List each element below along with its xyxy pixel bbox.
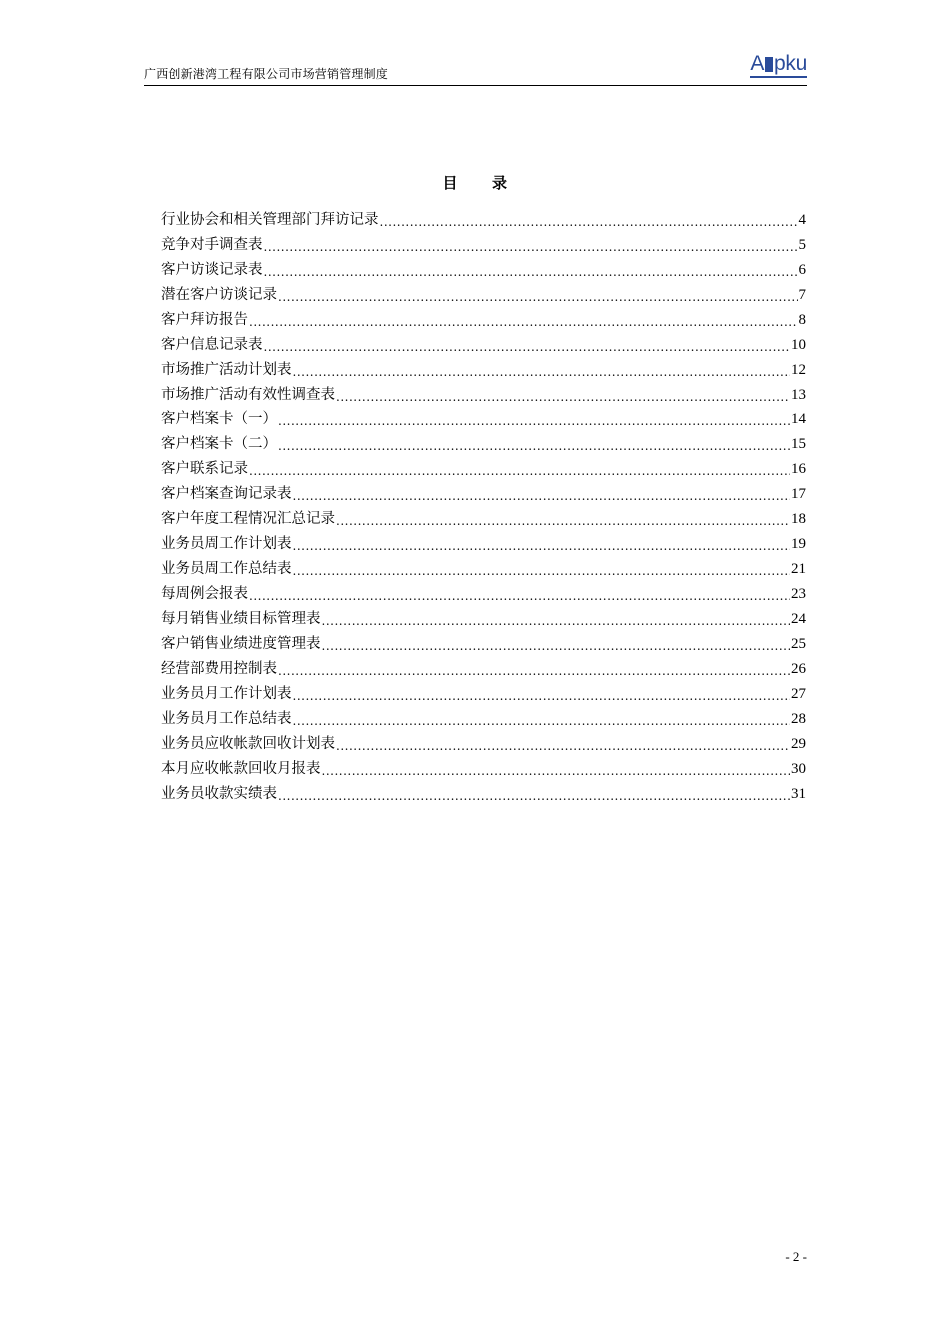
toc-entry-page: 10 (791, 336, 806, 353)
toc-entry-page: 6 (798, 261, 806, 278)
toc-entry-label: 客户信息记录表 (161, 336, 263, 353)
header-title: 广西创新港湾工程有限公司市场营销管理制度 (144, 67, 389, 81)
company-logo (750, 52, 807, 76)
toc-entry[interactable] (161, 653, 806, 678)
logo-bar-icon (765, 57, 773, 72)
toc-leader-dots (249, 460, 790, 478)
toc-leader-dots (293, 361, 791, 379)
toc-entry-label: 每月销售业绩目标管理表 (161, 610, 321, 627)
toc-entry[interactable] (161, 778, 806, 803)
toc-entry-page: 27 (791, 685, 806, 702)
toc-leader-dots (322, 610, 791, 628)
toc-entry-page: 29 (791, 735, 806, 752)
logo-underline (750, 76, 807, 78)
toc-entry-page: 30 (791, 760, 806, 777)
toc-leader-dots (336, 386, 790, 404)
page-header (144, 52, 807, 86)
toc-entry[interactable] (161, 753, 806, 778)
toc-entry[interactable] (161, 404, 806, 429)
toc-entry-page: 12 (791, 361, 806, 378)
toc-entry-label: 客户档案查询记录表 (161, 486, 292, 503)
toc-title-right: 录 (492, 174, 508, 192)
toc-entry-label: 业务员周工作总结表 (161, 561, 292, 578)
toc-entry[interactable] (161, 603, 806, 628)
toc-entry-page: 5 (798, 236, 806, 253)
toc-entry[interactable] (161, 254, 806, 279)
toc-entry[interactable] (161, 578, 806, 603)
toc-leader-dots (264, 336, 791, 354)
toc-entry[interactable] (161, 478, 806, 503)
toc-entry-label: 客户拜访报告 (161, 311, 248, 328)
toc-entry-page: 13 (791, 386, 806, 403)
toc-entry-label: 客户档案卡（二） (161, 436, 277, 453)
toc-entry[interactable] (161, 279, 806, 304)
toc-leader-dots (249, 585, 790, 603)
toc-entry-label: 经营部费用控制表 (161, 660, 277, 677)
toc-entry-label: 行业协会和相关管理部门拜访记录 (161, 211, 379, 228)
toc-entry-page: 25 (791, 635, 806, 652)
toc-entry-label: 客户联系记录 (161, 461, 248, 478)
toc-leader-dots (293, 485, 791, 503)
toc-entry-label: 本月应收帐款回收月报表 (161, 760, 321, 777)
toc-leader-dots (293, 560, 791, 578)
toc-entry-label: 业务员收款实绩表 (161, 785, 277, 802)
toc-entry[interactable] (161, 553, 806, 578)
toc-entry-page: 8 (798, 311, 806, 328)
toc-entry-label: 客户档案卡（一） (161, 411, 277, 428)
toc-entry-page: 19 (791, 536, 806, 553)
toc-entry-label: 客户访谈记录表 (161, 261, 263, 278)
toc-entry[interactable] (161, 628, 806, 653)
toc-entry-label: 业务员月工作计划表 (161, 685, 292, 702)
toc-entry[interactable] (161, 678, 806, 703)
toc-entry-label: 业务员应收帐款回收计划表 (161, 735, 335, 752)
toc-leader-dots (380, 211, 798, 229)
toc-entry[interactable] (161, 329, 806, 354)
toc-entry-page: 28 (791, 710, 806, 727)
toc-leader-dots (278, 286, 798, 304)
toc-leader-dots (264, 236, 798, 254)
toc-leader-dots (336, 735, 790, 753)
toc-leader-dots (278, 660, 790, 678)
toc-leader-dots (278, 785, 790, 803)
toc-leader-dots (264, 261, 798, 279)
toc-entry[interactable] (161, 204, 806, 229)
toc-entry-page: 14 (791, 411, 806, 428)
toc-entry[interactable] (161, 503, 806, 528)
toc-leader-dots (322, 635, 791, 653)
toc-entry-page: 7 (798, 286, 806, 303)
toc-entry[interactable] (161, 229, 806, 254)
toc-leader-dots (322, 760, 791, 778)
toc-entry[interactable] (161, 528, 806, 553)
toc-entry[interactable] (161, 379, 806, 404)
toc-leader-dots (249, 311, 798, 329)
toc-entry-label: 每周例会报表 (161, 586, 248, 602)
toc-entry-page: 21 (791, 561, 806, 578)
toc-entry[interactable] (161, 428, 806, 453)
toc-entry-label: 业务员周工作计划表 (161, 536, 292, 553)
toc-entry-page: 26 (791, 660, 806, 677)
toc-entry-label: 市场推广活动有效性调查表 (161, 386, 335, 403)
toc-entry[interactable] (161, 304, 806, 329)
toc-entry-page: 15 (791, 436, 806, 453)
toc-entry-label: 客户年度工程情况汇总记录 (161, 511, 335, 528)
toc-entry-label: 客户销售业绩进度管理表 (161, 635, 321, 652)
toc-leader-dots (278, 410, 790, 428)
toc-entry-page: 4 (798, 211, 806, 228)
toc-entry[interactable] (161, 728, 806, 753)
toc-title-left: 目 (442, 174, 458, 192)
toc-entry-page: 24 (791, 610, 806, 627)
toc-entry-page: 16 (791, 461, 806, 478)
toc-entry-label: 竞争对手调查表 (161, 236, 263, 253)
toc-leader-dots (278, 435, 790, 453)
toc-leader-dots (336, 510, 790, 528)
toc-entry[interactable] (161, 703, 806, 728)
toc-entry-page: 17 (791, 486, 806, 503)
toc-entry-label: 业务员月工作总结表 (161, 710, 292, 727)
toc-entry[interactable] (161, 453, 806, 478)
toc-entry-page: 23 (791, 586, 806, 602)
toc-title (0, 172, 950, 193)
toc-entry-page: 18 (791, 511, 806, 528)
toc-list (161, 204, 806, 803)
toc-entry[interactable] (161, 354, 806, 379)
page-number: - 2 - (785, 1249, 807, 1264)
logo-letters-pku: pku (774, 52, 807, 75)
toc-entry-label: 市场推广活动计划表 (161, 361, 292, 378)
toc-leader-dots (293, 535, 791, 553)
toc-entry-page: 31 (791, 785, 806, 802)
toc-leader-dots (293, 685, 791, 703)
toc-entry-label: 潜在客户访谈记录 (161, 286, 277, 303)
logo-letter-a: A (750, 52, 765, 75)
toc-leader-dots (293, 710, 791, 728)
